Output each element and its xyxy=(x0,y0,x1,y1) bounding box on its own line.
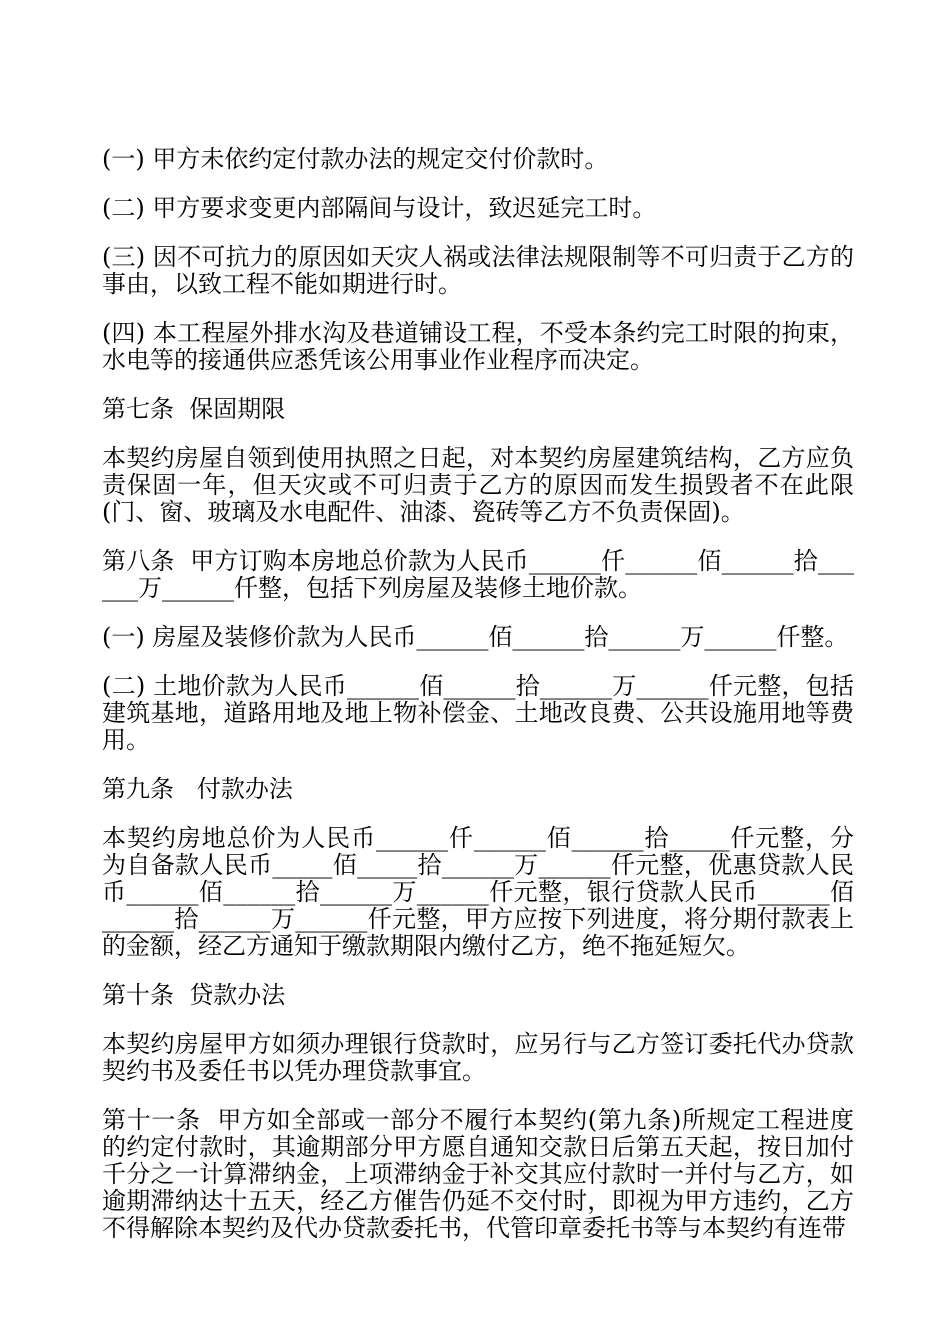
article-8-body: 第八条 甲方订购本房地总价款为人民币______仟______佰______拾______万______仟整，包括下列房屋及装修土地价款。 xyxy=(102,547,854,602)
clause-item-2: (二) 甲方要求变更内部隔间与设计，致迟延完工时。 xyxy=(102,194,657,222)
article-11-body: 第十一条 甲方如全部或一部分不履行本契约(第九条)所规定工程进度的约定付款时，其逾期部分甲方愿自通知交款日后第五天起，按日加付千分之一计算滞纳金，上项滞纳金于补交其应付款时一并付与乙方，如逾期滞纳达十五天，经乙方催告仍延不交付时，即视为甲方违约，乙方不得解除本契约及代办贷款委托书，代管印章委托书等与本契约有连带 xyxy=(102,1106,854,1242)
clause-item-4: (四) 本工程屋外排水沟及巷道铺设工程，不受本条约完工时限的拘束，水电等的接通供应悉凭该公用事业作业程序而决定。 xyxy=(102,319,854,374)
article-7-body: 本契约房屋自领到使用执照之日起，对本契约房屋建筑结构，乙方应负责保固一年，但天灾或不可归责于乙方的原因而发生损毁者不在此限(门、窗、玻璃及水电配件、油漆、瓷砖等乙方不负责保固)。 xyxy=(102,444,854,526)
clause-item-1: (一) 甲方未依约定付款办法的规定交付价款时。 xyxy=(102,145,609,173)
article-10-heading: 第十条 贷款办法 xyxy=(102,981,286,1009)
clause-item-3: (三) 因不可抗力的原因如天灾人祸或法律法规限制等不可归责于乙方的事由，以致工程不能如期进行时。 xyxy=(102,243,854,298)
article-8-item-2: (二) 土地价款为人民币______佰______拾______万______仟元整，包括建筑基地，道路用地及地上物补偿金、土地改良费、公共设施用地等费用。 xyxy=(102,672,854,754)
document-page xyxy=(102,146,854,1264)
article-7-heading: 第七条 保固期限 xyxy=(102,395,286,423)
article-9-body: 本契约房地总价为人民币______仟______佰______拾_____仟元整，分为自备款人民币_____佰_____拾______万______仟元整，优惠贷款人民币______佰______拾______万______仟元整，银行贷款人民币______佰______拾______万______仟元整，甲方应按下列进度，将分期付款表上的金额，经乙方通知于缴款期限内缴付乙方，绝不拖延短欠。 xyxy=(102,824,854,960)
article-8-item-1: (一) 房屋及装修价款为人民币______佰______拾______万______仟整。 xyxy=(102,623,849,651)
article-9-heading: 第九条 付款办法 xyxy=(102,775,293,803)
article-10-body: 本契约房屋甲方如须办理银行贷款时，应另行与乙方签订委托代办贷款契约书及委任书以凭办理贷款事宜。 xyxy=(102,1030,854,1085)
